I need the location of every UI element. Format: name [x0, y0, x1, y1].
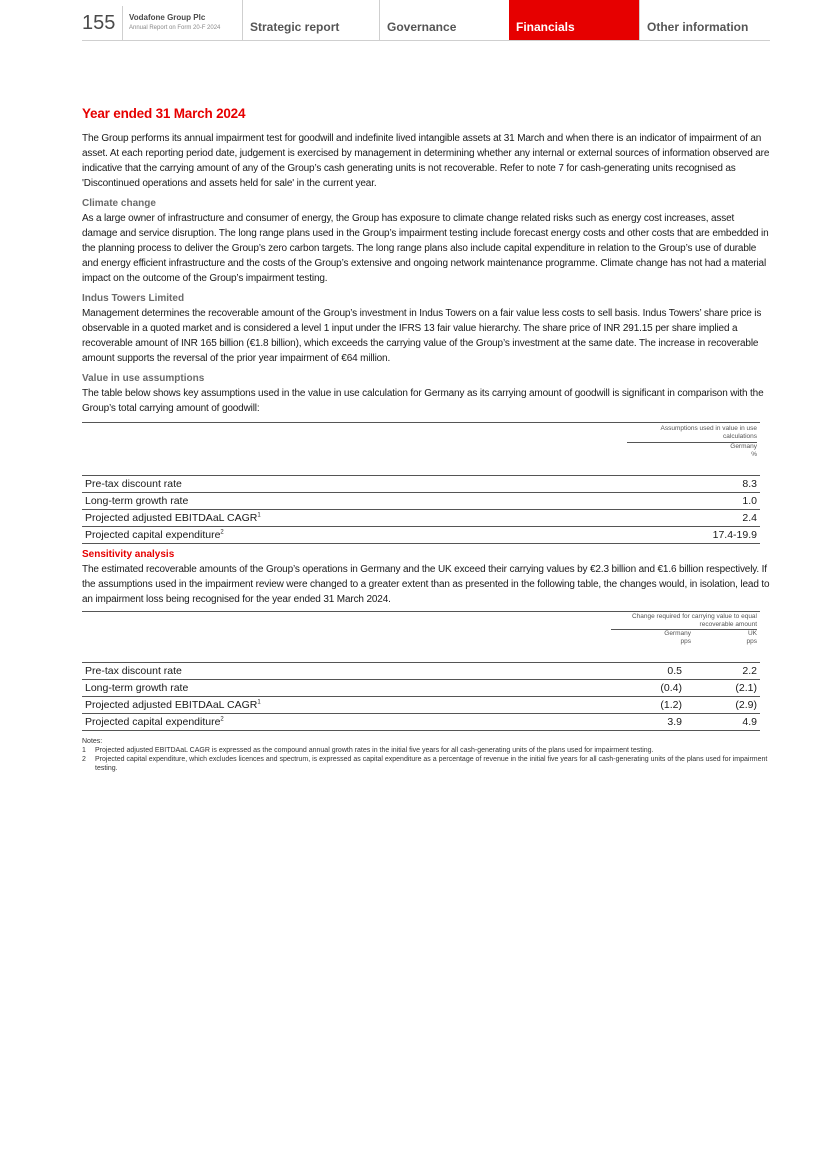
row-value-germany: (0.4): [608, 680, 694, 697]
table2-unit-uk: pps: [746, 638, 757, 645]
table2-unit-germany: pps: [680, 638, 691, 645]
table-row: [82, 714, 760, 731]
header-divider: [122, 6, 123, 40]
page-number: 155: [82, 12, 116, 34]
main-content: [82, 106, 770, 773]
row-value-uk: 2.2: [694, 663, 760, 680]
table-row: [82, 510, 760, 527]
row-value: 1.0: [624, 493, 760, 510]
row-value-germany: 3.9: [608, 714, 694, 731]
note-item: 2 Projected capital expenditure, which excludes licences and spectrum, is expressed as capital expenditure as a percentage of revenue in the initial five years for all cash-generating units of the plans used for impairment testing.: [82, 756, 768, 772]
sensitivity-table: [82, 611, 760, 731]
row-label: Pre-tax discount rate: [82, 476, 624, 493]
tab-strategic-report[interactable]: Strategic report: [242, 0, 372, 40]
sensitivity-heading: Sensitivity analysis: [82, 549, 175, 560]
row-value: 8.3: [624, 476, 760, 493]
table2-col-germany: Germany: [664, 630, 691, 637]
row-label: Long-term growth rate: [82, 680, 608, 697]
tab-other-information[interactable]: Other information: [639, 0, 770, 40]
viu-assumptions-table: [82, 422, 760, 544]
tab-financials[interactable]: Financials: [509, 0, 639, 40]
sensitivity-paragraph: The estimated recoverable amounts of the Group’s operations in Germany and the UK exceed their carrying values by €2.3 billion and €1.6 billion respectively. If the assumptions used in the impairment review were changed to a greater extent than as presented in the following table, the changes would, in isolation, lead to an impairment loss being recognised for the year ended 31 March 2024.: [82, 564, 770, 605]
footnote-ref: 1: [257, 699, 261, 706]
footnote-ref: 1: [257, 512, 261, 519]
notes-title: Notes:: [82, 738, 103, 745]
table-row: [82, 663, 760, 680]
viu-heading: Value in use assumptions: [82, 373, 205, 384]
indus-heading: Indus Towers Limited: [82, 293, 185, 304]
notes: [82, 737, 770, 773]
row-label: Projected capital expenditure$^2$: [82, 527, 624, 544]
table-row: [82, 527, 760, 544]
row-value-uk: (2.1): [694, 680, 760, 697]
row-label: Projected adjusted EBITDAaL CAGR$^1$: [82, 510, 624, 527]
row-label: Projected capital expenditure$^2$: [82, 714, 608, 731]
climate-paragraph: As a large owner of infrastructure and consumer of energy, the Group has exposure to climate change related risks such as energy cost increases, asset damage and service disruption. The long range plans used in the Group’s impairment testing include forecast energy costs and other costs that are embedded in the planning process to deliver the Group’s zero carbon targets. The long range plans also include capital expenditure in relation to the Group’s use of durable and energy efficient infrastructure and the costs of the Group’s extensive and ongoing network maintenance programme. Climate change has not had a material impact on the outcome of the Group’s impairment testing.: [82, 213, 769, 284]
row-value-germany: 0.5: [608, 663, 694, 680]
table-row: [82, 476, 760, 493]
company-name: Vodafone Group Plc: [129, 13, 206, 22]
viu-paragraph: The table below shows key assumptions used in the value in use calculation for Germany as its carrying amount of goodwill is significant in comparison with the Group’s total carrying amount of goodwill:: [82, 388, 764, 414]
section-title: Year ended 31 March 2024: [82, 106, 246, 121]
page-header: [82, 0, 770, 41]
row-value-uk: 4.9: [694, 714, 760, 731]
tab-governance[interactable]: Governance: [379, 0, 509, 40]
table2-col-uk: UK: [747, 630, 757, 637]
report-name: Annual Report on Form 20-F 2024: [129, 25, 221, 31]
footnote-ref: 2: [220, 529, 224, 536]
row-value-germany: (1.2): [608, 697, 694, 714]
note-item: 1 Projected adjusted EBITDAaL CAGR is expressed as the compound annual growth rates in the initial five years for all cash-generating units of the plans used for impairment testing.: [82, 747, 654, 754]
row-label: Projected adjusted EBITDAaL CAGR$^1$: [82, 697, 608, 714]
footnote-ref: 2: [220, 716, 224, 723]
table-row: [82, 493, 760, 510]
row-label: Long-term growth rate: [82, 493, 624, 510]
table2-group-header: Change required for carrying value to equal recoverable amount: [611, 613, 757, 630]
intro-paragraph: The Group performs its annual impairment test for goodwill and indefinite lived intangible assets at 31 March and when there is an indicator of impairment of an asset. At each reporting period date, judgement is exercised by management in determining whether any internal or external sources of information observed are indicative that the carrying amount of any of the Group’s cash generating units is not recoverable. Refer to note 7 for cash-generating units recognised as 'Discontinued operations and assets held for sale' in the current year.: [82, 133, 770, 189]
climate-heading: Climate change: [82, 198, 156, 209]
table1-group-header: Assumptions used in value in use calculations: [627, 425, 757, 443]
table1-col-germany: Germany: [730, 443, 757, 450]
row-value-uk: (2.9): [694, 697, 760, 714]
table1-unit: %: [751, 451, 757, 458]
table-row: [82, 697, 760, 714]
row-value: 2.4: [624, 510, 760, 527]
table-row: [82, 680, 760, 697]
row-label: Pre-tax discount rate: [82, 663, 608, 680]
row-value: 17.4-19.9: [624, 527, 760, 544]
indus-paragraph: Management determines the recoverable amount of the Group’s investment in Indus Towers on a fair value less costs to sell basis. Indus Towers’ share price is observable in a quoted market and is considered a level 1 input under the IFRS 13 fair value hierarchy. The share price of INR 291.15 per share implied a recoverable amount of INR 165 billion (€1.8 billion), which exceeds the carrying value of the Group’s investment at the same date. The increase in recoverable amount supports the reversal of the prior year impairment of €64 million.: [82, 308, 762, 364]
